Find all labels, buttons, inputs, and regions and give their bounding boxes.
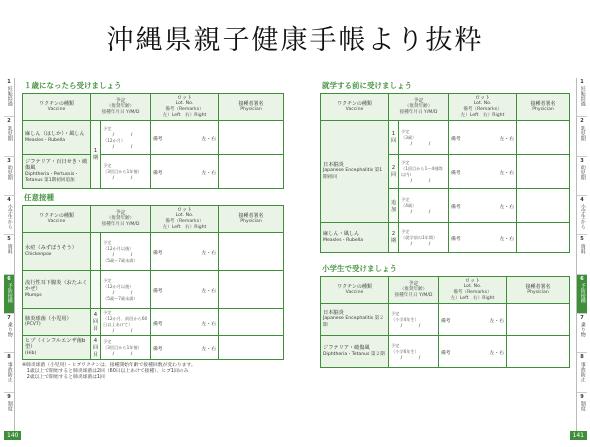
date-field[interactable]: 予定 （12か月以後） / / （5歳～7歳未満）: [101, 271, 151, 309]
chapter-tab-number: 3: [580, 157, 584, 164]
header-lot: ロット Lot. No. 備考（Remarks） 左）Left 右）Right: [449, 94, 517, 121]
dose-order: [91, 271, 101, 309]
vaccine-name: 水痘（みずぼうそう） Chickenpox: [23, 233, 91, 271]
chapter-tab-label: 妊娠経過: [6, 86, 13, 107]
chapter-tab-number: 9: [580, 393, 584, 400]
table-row: [23, 271, 284, 309]
chapter-tab[interactable]: [577, 275, 587, 314]
vaccine-name: 日本脳炎 Japanese Encephalitis 第1期初回: [321, 121, 389, 223]
chapter-tab-number: 4: [580, 196, 584, 203]
date-field[interactable]: 予定 （3回目から1年後） / /: [101, 155, 151, 189]
table-row: [23, 233, 284, 271]
header-lot: ロット Lot. No. 備考（Remarks） 左）Left 右）Right: [151, 94, 219, 121]
chapter-tab-number: 3: [7, 157, 11, 164]
table-row: [23, 336, 284, 360]
right-page: [320, 78, 570, 440]
chapter-tab-number: 6: [7, 275, 11, 282]
chapter-tab[interactable]: [577, 235, 587, 274]
chapter-tab[interactable]: [4, 157, 14, 196]
left-page: [22, 78, 284, 440]
page-title: 沖縄県親子健康手帳より抜粋: [106, 25, 484, 56]
footnote: ※肺炎球菌（小児用）・ヒブワクチンは、接種開始年齢で接種回数が変わります。 1歳以上で開始すると肺炎球菌は2回（60日以上あけて接種）、ヒブ1回のみ 2歳以上で開始すると肺炎球菌は1回: [22, 363, 196, 380]
chapter-tab-label: 予防接種: [579, 283, 586, 304]
chapter-tab-label: 事故防止: [6, 361, 13, 382]
table-row: [23, 121, 284, 155]
chapter-tab[interactable]: [4, 353, 14, 392]
lot-field[interactable]: 備考 左・右: [439, 336, 507, 368]
header-vaccine: ワクチンの種類 Vaccine: [23, 206, 91, 233]
dose-order: 追加: [389, 189, 399, 223]
header-planned: 予定 （推奨年齢） 接種年月日 Y/M/D: [389, 277, 439, 304]
chapter-tab[interactable]: [4, 117, 14, 156]
lot-field[interactable]: 備考 左・右: [151, 155, 219, 189]
date-field[interactable]: 予定 （1回目から1～4週間以内） / /: [399, 155, 449, 189]
vaccine-table-elementary: [320, 276, 570, 368]
header-physician: 接種者署名 Physician: [219, 94, 284, 121]
chapter-tab-number: 9: [7, 393, 11, 400]
chapter-tab[interactable]: [577, 117, 587, 156]
chapter-tab-number: 4: [7, 196, 11, 203]
date-field[interactable]: 予定 （3回目から1年後） / /: [101, 336, 151, 360]
date-field[interactable]: 予定 （12か月、前回から60日以上あけて） / /: [101, 309, 151, 336]
chapter-tab[interactable]: [4, 78, 14, 117]
date-field[interactable]: 予定 （小学6年生） / /: [389, 336, 439, 368]
header-physician: 接種者署名 Physician: [517, 94, 570, 121]
date-field[interactable]: 予定 （小学4年生） / /: [389, 304, 439, 336]
lot-field[interactable]: 備考 左・右: [151, 336, 219, 360]
lot-field[interactable]: 備考 左・右: [449, 121, 517, 155]
lot-field[interactable]: 備考 左・右: [151, 271, 219, 309]
vaccine-table-age1: [22, 93, 284, 189]
vaccine-name: 麻しん・風しん Measles・Rubella: [321, 223, 389, 253]
chapter-tab-label: 乗り物: [579, 322, 586, 338]
section-title-optional: 任意接種: [24, 193, 54, 202]
chapter-tab-label: 小学生から: [579, 204, 586, 230]
chapter-tab-number: 7: [580, 314, 584, 321]
section-title-preschool: 就学する前に受けましょう: [322, 81, 412, 90]
table-row: [321, 121, 570, 155]
physician-field[interactable]: [517, 155, 570, 189]
table-header: [321, 277, 570, 304]
physician-field[interactable]: [219, 233, 284, 271]
physician-field[interactable]: [507, 336, 570, 368]
chapter-tab[interactable]: [4, 196, 14, 235]
lot-field[interactable]: 備考 左・右: [449, 189, 517, 223]
header-physician: 接種者署名 Physician: [219, 206, 284, 233]
table-header: [321, 94, 570, 121]
chapter-tab-number: 8: [7, 354, 11, 361]
chapter-tab[interactable]: [4, 393, 14, 432]
date-field[interactable]: 予定 / / （12か月） / /: [101, 121, 151, 155]
vaccine-name: ジフテリア・百日せき・破傷風 Diphtheria・Pertussis・Tetanus 第1期初回追加: [23, 155, 91, 189]
dose-order: 4回目: [91, 309, 101, 336]
lot-field[interactable]: 備考 左・右: [151, 233, 219, 271]
physician-field[interactable]: [517, 189, 570, 223]
header-planned: 予定 （推奨年齢） 接種年月日 Y/M/D: [389, 94, 449, 121]
lot-field[interactable]: 備考 左・右: [151, 309, 219, 336]
chapter-tab-label: 事故防止: [579, 361, 586, 382]
chapter-tab-number: 1: [7, 79, 11, 85]
header-lot: ロット Lot. No. 備考（Remarks） 左）Left 右）Right: [439, 277, 507, 304]
chapter-tab[interactable]: [577, 196, 587, 235]
chapter-tab-number: 8: [580, 354, 584, 361]
vaccine-name: 肺炎球菌（小児用） (PCV7): [23, 309, 91, 336]
physician-field[interactable]: [517, 223, 570, 253]
chapter-tab-number: 2: [580, 118, 584, 125]
chapter-tab[interactable]: [577, 157, 587, 196]
lot-field[interactable]: 備考 左・右: [151, 121, 219, 155]
chapter-tab-label: 乳児期: [6, 125, 13, 141]
vaccine-name: 麻しん（はしか）・風しん Measles・Rubella: [23, 121, 91, 155]
header-vaccine: ワクチンの種類 Vaccine: [23, 94, 91, 121]
chapter-tab[interactable]: [4, 235, 14, 274]
dose-order: 1回: [389, 121, 399, 155]
dose-order: 2回: [389, 155, 399, 189]
chapter-tab-number: 5: [7, 236, 11, 243]
lot-field[interactable]: 備考 左・右: [439, 304, 507, 336]
chapter-tab-label: 乳児期: [579, 125, 586, 141]
physician-field[interactable]: [507, 304, 570, 336]
dose-order: [91, 233, 101, 271]
chapter-tab-label: 幼児期: [579, 165, 586, 181]
table-header: [23, 206, 284, 233]
dose-order: 4回目: [91, 336, 101, 360]
chapter-tab-label: 資料: [579, 243, 586, 254]
header-planned: 予定 （推奨年齢） 接種年月日 Y/M/D: [91, 206, 151, 233]
left-page-number: 140: [4, 431, 21, 440]
chapter-tab-label: 小学生から: [6, 204, 13, 230]
chapter-tab-number: 2: [7, 118, 11, 125]
chapter-tab-label: 乗り物: [6, 322, 13, 338]
date-field[interactable]: 予定 （12か月以後） / / （5歳～7歳未満）: [101, 233, 151, 271]
physician-field[interactable]: [219, 271, 284, 309]
chapter-tab-label: 幼児期: [6, 165, 13, 181]
physician-field[interactable]: [219, 309, 284, 336]
header-vaccine: ワクチンの種類 Vaccine: [321, 94, 389, 121]
chapter-tab-label: 資料: [6, 243, 13, 254]
right-chapter-tabs: [576, 78, 587, 432]
chapter-tab-number: 5: [580, 236, 584, 243]
lot-field[interactable]: 備考 左・右: [449, 155, 517, 189]
vaccine-name: 流行性耳下腺炎（おたふくかぜ） Mumps: [23, 271, 91, 309]
header-planned: 予定 （推奨年齢） 接種年月日 Y/M/D: [91, 94, 151, 121]
table-header: [23, 94, 284, 121]
section-title-age1: １歳になったら受けましょう: [24, 81, 122, 90]
chapter-tab[interactable]: [577, 353, 587, 392]
table-row: [321, 336, 570, 368]
booklet-spread: [4, 78, 587, 440]
chapter-tab-label: 制度: [6, 401, 13, 412]
table-row: [23, 155, 284, 189]
chapter-tab-label: 制度: [579, 401, 586, 412]
chapter-tab-label: 予防接種: [6, 283, 13, 304]
header-lot: ロット Lot. No. 備考（Remarks） 左）Left 右）Right: [151, 206, 219, 233]
chapter-tab[interactable]: [4, 314, 14, 353]
chapter-tab-label: 妊娠経過: [579, 86, 586, 107]
vaccine-name: ジフテリア・破傷風 Diphtheria・Tetanus 第２期: [321, 336, 389, 368]
chapter-tab[interactable]: [577, 314, 587, 353]
table-row: [23, 309, 284, 336]
vaccine-name: 日本脳炎 Japanese Encephalitis 第２期: [321, 304, 389, 336]
physician-field[interactable]: [219, 155, 284, 189]
header-physician: 接種者署名 Physician: [507, 277, 570, 304]
chapter-tab[interactable]: [4, 275, 14, 314]
chapter-tab[interactable]: [577, 78, 587, 117]
left-chapter-tabs: [4, 78, 15, 432]
chapter-tab-number: 6: [580, 275, 584, 282]
date-field[interactable]: 予定 （4歳） / /: [399, 189, 449, 223]
dose-order: 2期: [389, 223, 399, 253]
date-field[interactable]: 予定 （就学前の1年間） / /: [399, 223, 449, 253]
chapter-tab[interactable]: [577, 393, 587, 432]
right-page-number: 141: [570, 431, 587, 440]
vaccine-table-optional: [22, 205, 284, 360]
table-row: [321, 304, 570, 336]
vaccine-table-preschool: [320, 93, 570, 253]
chapter-tab-number: 1: [580, 79, 584, 85]
date-field[interactable]: 予定 （3歳） / /: [399, 121, 449, 155]
lot-field[interactable]: 備考 左・右: [449, 223, 517, 253]
section-title-elementary: 小学生で受けましょう: [322, 264, 397, 273]
physician-field[interactable]: [517, 121, 570, 155]
chapter-tab-number: 7: [7, 314, 11, 321]
vaccine-name: ヒブ（インフルエンザ菌b型） (Hib): [23, 336, 91, 360]
physician-field[interactable]: [219, 336, 284, 360]
table-row: [321, 223, 570, 253]
header-vaccine: ワクチンの種類 Vaccine: [321, 277, 389, 304]
physician-field[interactable]: [219, 121, 284, 155]
dose-order: 1期: [91, 121, 101, 189]
